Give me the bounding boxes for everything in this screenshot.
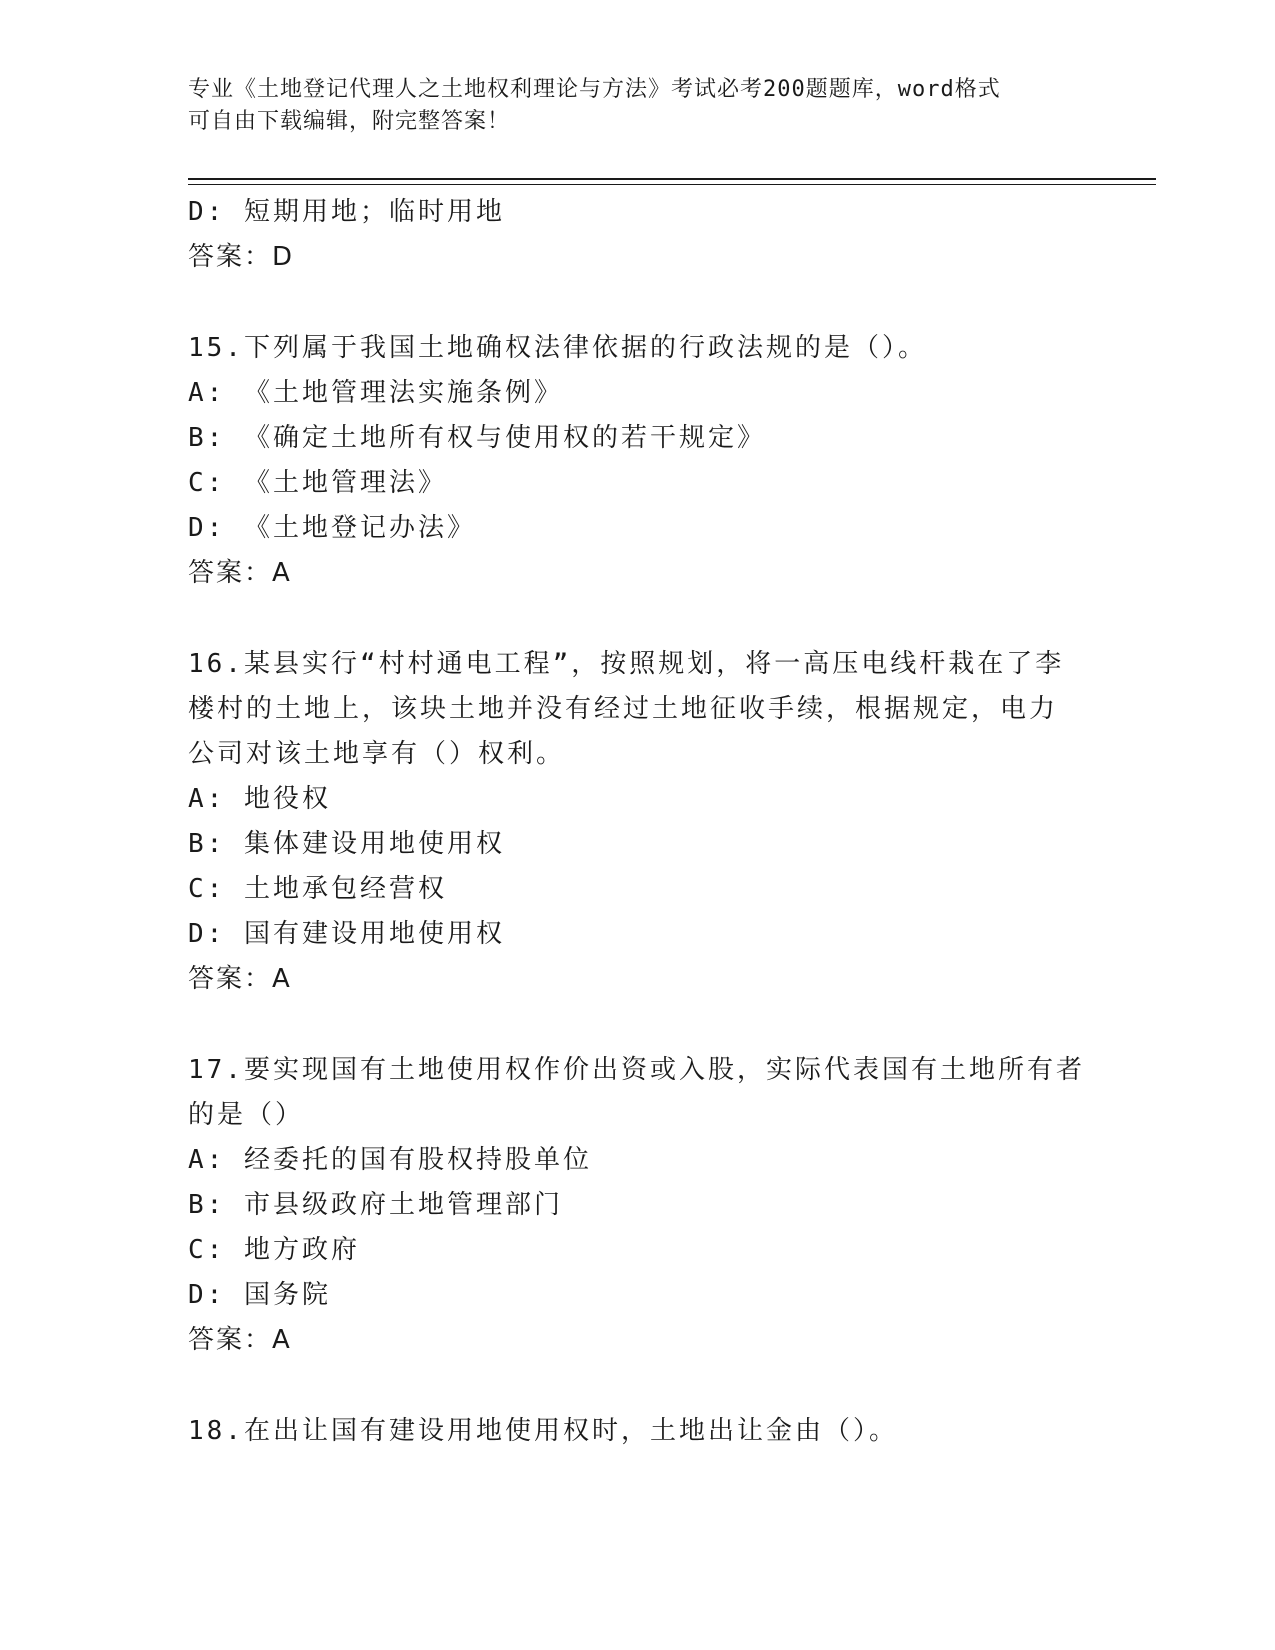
question-stem-line-3: 公司对该土地享有（）权利。 (188, 739, 566, 769)
option-d: D: 国务院 (188, 1280, 331, 1310)
question-list (188, 190, 1088, 1454)
answer: 答案：A (188, 558, 292, 588)
document-header (188, 74, 1068, 138)
option-d: D: 《土地登记办法》 (188, 513, 476, 543)
option-c: C: 土地承包经营权 (188, 874, 447, 904)
question-15 (188, 326, 1088, 596)
question-stem: 18.在出让国有建设用地使用权时，土地出让金由（）。 (188, 1416, 898, 1446)
option-b: B: 市县级政府土地管理部门 (188, 1190, 563, 1220)
option-b: B: 《确定土地所有权与使用权的若干规定》 (188, 423, 766, 453)
question-stem-line-1: 17.要实现国有土地使用权作价出资或入股，实际代表国有土地所有者 (188, 1055, 1085, 1085)
option-d: D: 国有建设用地使用权 (188, 919, 505, 949)
option-c: C: 《土地管理法》 (188, 468, 447, 498)
option-c: C: 地方政府 (188, 1235, 360, 1265)
header-divider-thick (188, 178, 1156, 180)
header-line-2: 可自由下载编辑，附完整答案！ (188, 109, 511, 134)
question-16 (188, 642, 1088, 1002)
question-17 (188, 1048, 1088, 1363)
question-18 (188, 1409, 1088, 1454)
question-stem-line-2: 楼村的土地上，该块土地并没有经过土地征收手续，根据规定，电力 (188, 694, 1059, 724)
option-a: A: 经委托的国有股权持股单位 (188, 1145, 592, 1175)
question-stem-line-1: 16.某县实行“村村通电工程”，按照规划，将一高压电线杆栽在了李 (188, 649, 1065, 679)
answer: 答案：A (188, 964, 292, 994)
header-line-1: 专业《土地登记代理人之土地权利理论与方法》考试必考200题题库，word格式 (188, 77, 1001, 102)
answer: 答案：A (188, 1325, 292, 1355)
option-b: B: 集体建设用地使用权 (188, 829, 505, 859)
option-a: A: 《土地管理法实施条例》 (188, 378, 563, 408)
prev-option-d: D: 短期用地；临时用地 (188, 197, 505, 227)
question-stem-line-2: 的是（） (188, 1100, 305, 1130)
option-a: A: 地役权 (188, 784, 331, 814)
header-divider-thin (188, 184, 1156, 185)
prev-answer: 答案：D (188, 242, 295, 272)
question-stem: 15.下列属于我国土地确权法律依据的行政法规的是（）。 (188, 333, 927, 363)
